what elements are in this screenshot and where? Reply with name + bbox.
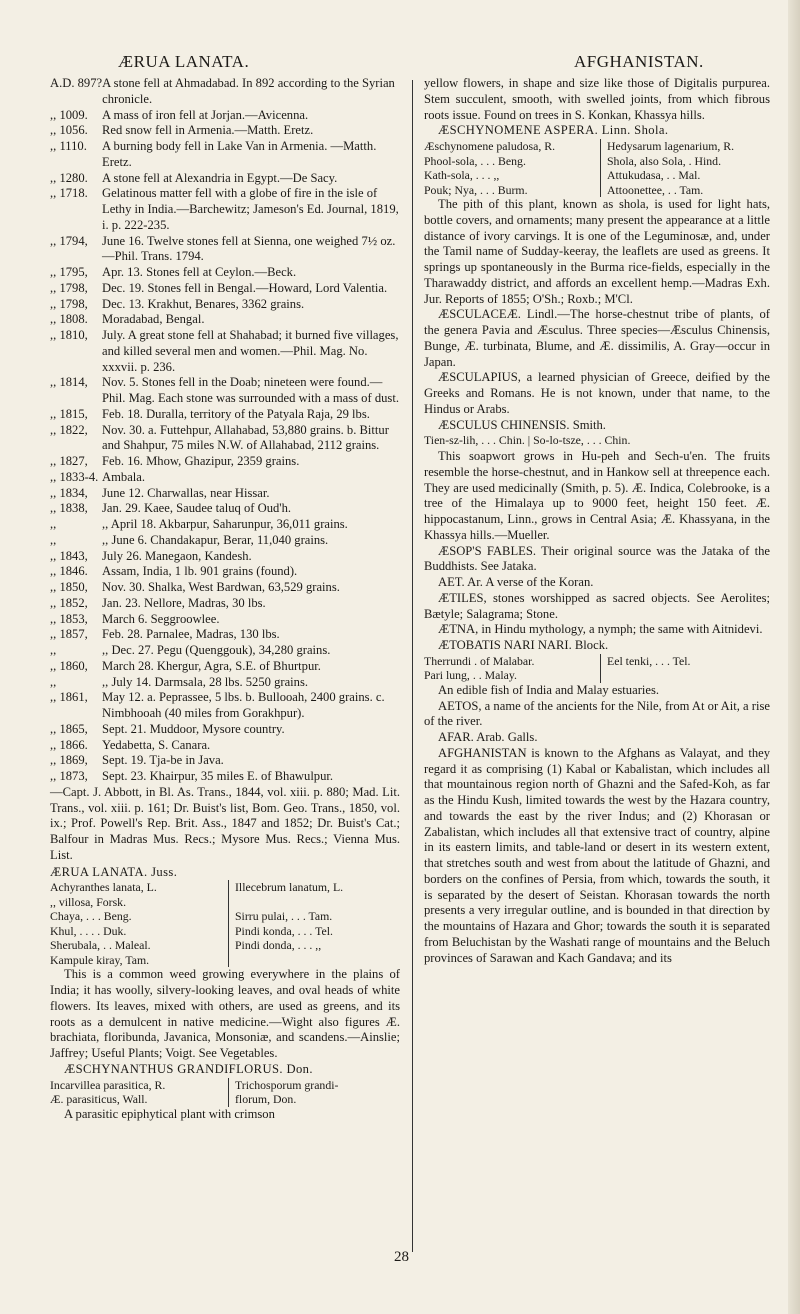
entry-text-aeschynanthus: A parasitic epiphytical plant with crimson (64, 1106, 275, 1121)
chronicle-entry (50, 580, 400, 596)
synonym-line (235, 895, 400, 910)
synonym-line: Kath-sola, . . . ,, (424, 168, 500, 182)
synonym-table-aerua (50, 880, 400, 967)
chronicle-entry (50, 297, 400, 313)
chronicle-year: ,, 1280. (50, 170, 88, 185)
synonym-line: Achyranthes lanata, L. (50, 880, 157, 895)
chronicle-text: ,, June 6. Chandakapur, Berar, 11,040 grains. (102, 532, 329, 547)
synonym-line: Khul, . . . . Duk. (50, 923, 127, 938)
entry-aetna: ÆTNA, in Hindu mythology, a nymph; the same with Aitnidevi. (438, 622, 763, 637)
entry-afar: AFAR. Arab. Galls. (438, 730, 538, 744)
chronicle-year: ,, 1850, (50, 580, 88, 594)
chronicle-entry (50, 171, 400, 187)
meteorite-chronicle (50, 76, 400, 785)
chronicle-year: ,, 1865, (50, 721, 88, 736)
chronicle-entry (50, 753, 400, 769)
chronicle-entry (50, 690, 400, 722)
chronicle-text: Moradabad, Bengal. (102, 312, 205, 327)
chronicle-entry (50, 265, 400, 281)
synonym-col-left (50, 880, 222, 967)
chronicle-text: A stone fell at Alexandria in Egypt.—De Sacy. (102, 170, 338, 185)
chronicle-year: ,, 1853, (50, 611, 88, 626)
synonym-line: Phool-sola, . . . Beng. (424, 153, 526, 168)
synonym-line: Sirru pulai, . . . Tam. (235, 909, 333, 924)
synonym-line: Kampule kiray, Tam. (50, 952, 150, 967)
synonym-line (235, 953, 400, 968)
chronicle-year: ,, 1815, (50, 406, 88, 421)
chronicle-entry (50, 643, 400, 659)
chronicle-entry (50, 549, 400, 565)
chronicle-year: ,, 1860, (50, 658, 88, 673)
chronicle-year: ,, (50, 517, 57, 531)
chronicle-entry (50, 659, 400, 675)
chronicle-text: Sept. 21. Muddoor, Mysore country. (102, 721, 285, 736)
entry-aesculapius: ÆSCULAPIUS, a learned physician of Greece, deified by the Greeks and Romans. He is not known, under that name, to the Hindus or Arabs. (424, 370, 770, 416)
chronicle-text: June 16. Twelve stones fell at Sienna, one weighed 7½ oz.—Phil. Trans. 1794. (102, 233, 396, 264)
continued-text: yellow flowers, in shape and size like those of Digitalis purpurea. Stem succulent, smooth, with swelled joints, from which fibrous roots issue. Found on trees in S. Konkan, Khassya hills. (424, 76, 770, 122)
running-head-left: ÆRUA LANATA. (118, 52, 250, 71)
chronicle-text: Apr. 13. Stones fell at Ceylon.—Beck. (102, 265, 297, 279)
synonym-col-right (228, 880, 400, 967)
synonym-line: Pouk; Nya, . . . Burm. (424, 182, 528, 197)
column-rule (412, 80, 413, 1252)
chronicle-year: ,, 1866. (50, 737, 88, 752)
chronicle-entry (50, 501, 400, 517)
chronicle-entry (50, 722, 400, 738)
synonym-line: Incarvillea parasitica, R. (50, 1077, 166, 1092)
entry-aet: AET. Ar. A verse of the Koran. (438, 575, 594, 589)
chronicle-year: ,, 1827, (50, 454, 88, 468)
chronicle-text: Feb. 16. Mhow, Ghazipur, 2359 grains. (102, 454, 300, 468)
synonym-col-left (424, 654, 594, 683)
running-head-right: AFGHANISTAN. (574, 52, 704, 71)
chronicle-text: March 6. Seggroowlee. (102, 611, 220, 626)
chronicle-year: ,, 1869, (50, 753, 88, 768)
synonym-line: Chaya, . . . Beng. (50, 909, 132, 924)
chronicle-text: A mass of iron fell at Jorjan.—Avicenna. (102, 107, 309, 122)
chronicle-entry (50, 423, 400, 455)
entry-head-aetobatis: ÆTOBATIS NARI NARI. Block. (438, 638, 609, 652)
chronicle-year: ,, (50, 674, 57, 689)
synonym-line: Illecebrum lanatum, L. (235, 880, 344, 895)
synonym-line: Shola, also Sola, . Hind. (607, 153, 722, 168)
chronicle-year: ,, 1846. (50, 564, 88, 579)
entry-head-aeschynanthus: ÆSCHYNANTHUS GRANDIFLORUS. Don. (64, 1061, 313, 1076)
chronicle-text: Nov. 30. a. Futtehpur, Allahabad, 53,880 grains. b. Bittur and Shahpur, 75 miles N.W. of Allahabad, 2112 grains. (102, 422, 389, 453)
chronicle-text: Dec. 13. Krakhut, Benares, 3362 grains. (102, 296, 305, 311)
chronicle-entry (50, 738, 400, 754)
chronicle-entry (50, 186, 400, 233)
right-column (424, 76, 770, 966)
chronicle-text: Gelatinous matter fell with a globe of fire in the isle of Lethy in India.—Barchewitz; Jameson's Ed. Journal, 1819, i. p. 222-235. (102, 186, 399, 232)
chronicle-text: A stone fell at Ahmadabad. In 892 according to the Syrian chronicle. (102, 76, 395, 106)
chronicle-entry (50, 675, 400, 691)
entry-aesop: ÆSOP'S FABLES. Their original source was the Jataka of the Buddhists. See Jataka. (424, 543, 770, 574)
chronicle-text: Jan. 23. Nellore, Madras, 30 lbs. (102, 595, 266, 610)
synonym-line: Trichosporum grandi- (235, 1077, 339, 1092)
chronicle-text: July 26. Manegaon, Kandesh. (102, 548, 252, 563)
entry-head-aeschynomene: ÆSCHYNOMENE ASPERA. Linn. Shola. (438, 123, 669, 138)
entry-text-aesculus: This soapwort grows in Hu-peh and Sech-u'en. The fruits resemble the horse-chestnut, and in Hankow sell at threepence each. They are used medicinally (Smith, p. 5). Æ. Indica, Colebrooke, is a tree of the Himalaya up to 9000 feet, height 150 feet. Æ. hippocastanum, Linn., grows in Central Asia; Æ. Khassyana, in the Khassya hills.—Mueller. (424, 449, 770, 542)
chronicle-text: June 12. Charwallas, near Hissar. (102, 485, 270, 500)
chronicle-text: Feb. 28. Parnalee, Madras, 130 lbs. (102, 627, 280, 642)
synonym-table-aeschynanthus (50, 1078, 400, 1107)
chronicle-entry (50, 596, 400, 612)
synonym-line: Hedysarum lagenarium, R. (607, 139, 735, 153)
chronicle-year: ,, 1857, (50, 627, 88, 642)
entry-aetos: AETOS, a name of the ancients for the Nile, from At or Ait, a rise of the river. (424, 698, 770, 729)
chronicle-year: ,, 1814, (50, 375, 88, 390)
entry-aetiles: ÆTILES, stones worshipped as sacred objects. See Aerolites; Bætyle; Salagrama; Stone. (424, 590, 770, 621)
synonym-col-left (424, 139, 594, 197)
chronicle-entry (50, 281, 400, 297)
chronicle-year: ,, 1873, (50, 769, 88, 783)
chronicle-entry (50, 76, 400, 108)
chronicle-text: Nov. 5. Stones fell in the Doab; nineteen were found.—Phil. Mag. Each stone was surrounded with a mass of dust. (102, 375, 399, 405)
chronicle-entry (50, 486, 400, 502)
chronicle-year: ,, 1794, (50, 233, 88, 248)
chronicle-text: Assam, India, 1 lb. 901 grains (found). (102, 564, 298, 579)
chronicle-year: ,, 1861, (50, 690, 88, 705)
chronicle-text: July. A great stone fell at Shahabad; it burned five villages, and killed several men and women.—Phil. Mag. No. xxxvii. p. 236. (102, 328, 399, 374)
chronicle-entry (50, 470, 400, 486)
synonym-table-aeschynomene (424, 139, 770, 197)
chronicle-year: ,, (50, 643, 57, 657)
chronicle-year: ,, 1009. (50, 107, 88, 122)
chronicle-entry (50, 517, 400, 533)
synonym-line: Attoonettee, . . Tam. (607, 182, 704, 197)
chronicle-entry (50, 312, 400, 328)
chronicle-year: ,, 1822, (50, 422, 88, 437)
synonym-line: florum, Don. (235, 1092, 297, 1106)
chronicle-entry (50, 234, 400, 266)
chronicle-text: Red snow fell in Armenia.—Matth. Eretz. (102, 123, 314, 138)
entry-text-aeschynomene: The pith of this plant, known as shola, is used for light hats, bottle covers, and ornaments; many present the appearance at a little distance of ivory carvings. It is one of the Leguminosæ, and, under the Tamil name of Sudday-keeray, the leaflets are used as greens. It springs up spontaneously in the Burma rice-fields, especially in the Tharawaddy district, and affords an excellent hemp.—Madras Exh. Jur. Reports of 1855; O'Sh.; Roxb.; M'Cl. (424, 197, 770, 306)
chronicle-year: ,, 1795, (50, 265, 88, 279)
chronicle-entry (50, 769, 400, 785)
sources-citation: —Capt. J. Abbott, in Bl. As. Trans., 1844, vol. xiii. p. 880; Mad. Lit. Trans., vol. xiii. p. 161; Dr. Buist's list, Bom. Geo. Trans., 1850, vol. ix.; Prof. Powell's Rep. Brit. Ass., 1847 and 1852; Dr. Buist's Cat.; Balfour in Madras Mus. Recs.; Mysore Mus. Recs.; Vienna Mus. List. (50, 784, 400, 862)
chronicle-text: Ambala. (102, 469, 146, 484)
synonym-col-right (228, 1078, 400, 1107)
chronicle-entry (50, 328, 400, 375)
chronicle-text: Sept. 19. Tja-be in Java. (102, 753, 224, 768)
chronicle-text: Jan. 29. Kaee, Saudee taluq of Oud'h. (102, 501, 292, 516)
synonym-line-aesculus: Tien-sz-lih, . . . Chin. | So-lo-tsze, . . . Chin. (424, 433, 631, 448)
synonym-col-left (50, 1078, 222, 1107)
chronicle-year: ,, 1808. (50, 312, 88, 327)
chronicle-text: March 28. Khergur, Agra, S.E. of Bhurtpur. (102, 658, 321, 673)
synonym-line: Eel tenki, . . . Tel. (607, 653, 691, 668)
left-column (50, 76, 400, 1122)
chronicle-year: ,, (50, 532, 57, 547)
chronicle-year: ,, 1852, (50, 595, 88, 610)
chronicle-text: Dec. 19. Stones fell in Bengal.—Howard, Lord Valentia. (102, 280, 388, 295)
chronicle-year: ,, 1110. (50, 139, 87, 153)
chronicle-text: ,, Dec. 27. Pegu (Quenggouk), 34,280 grains. (102, 643, 331, 657)
chronicle-year: ,, 1833-4. (50, 469, 99, 484)
synonym-line: Pindi konda, . . . Tel. (235, 923, 333, 938)
chronicle-entry (50, 139, 400, 171)
chronicle-year: ,, 1798, (50, 280, 88, 295)
chronicle-text: May 12. a. Peprassee, 5 lbs. b. Bullooah, 2400 grains. c. Nimbhooah (40 miles from Gorakhpur). (102, 690, 385, 720)
chronicle-year: ,, 1838, (50, 501, 88, 516)
chronicle-year: ,, 1798, (50, 296, 88, 311)
chronicle-text: ,, April 18. Akbarpur, Saharunpur, 36,011 grains. (102, 517, 348, 531)
entry-aesculaceae: ÆSCULACEÆ. Lindl.—The horse-chestnut tribe of plants, of the genera Pavia and Æsculus. Three species—Æsculus Chinensis, Bunge, Æ. turbinata, Blume, and Æ. dissimilis, A. Gray—occur in Japan. (424, 307, 770, 369)
chronicle-entry (50, 108, 400, 124)
synonym-line (607, 668, 770, 683)
synonym-col-right (600, 654, 770, 683)
entry-head-aesculus: ÆSCULUS CHINENSIS. Smith. (438, 417, 606, 432)
page-edge (788, 0, 800, 1314)
synonym-table-aetobatis (424, 654, 770, 683)
chronicle-entry (50, 375, 400, 407)
chronicle-year: ,, 1810, (50, 328, 88, 342)
synonym-line: Pari lung, . . Malay. (424, 668, 517, 683)
synonym-line: Pindi donda, . . . ,, (235, 938, 322, 953)
page-number: 28 (394, 1249, 409, 1265)
chronicle-text: Feb. 18. Duralla, territory of the Patyala Raja, 29 lbs. (102, 406, 370, 421)
chronicle-text: Yedabetta, S. Canara. (102, 737, 211, 752)
chronicle-text: Nov. 30. Shalka, West Bardwan, 63,529 grains. (102, 580, 340, 594)
synonym-line: ,, villosa, Forsk. (50, 894, 127, 909)
synonym-line: Æschynomene paludosa, R. (424, 139, 556, 153)
chronicle-entry (50, 533, 400, 549)
chronicle-entry (50, 407, 400, 423)
chronicle-entry (50, 123, 400, 139)
synonym-line: Therrundi . of Malabar. (424, 653, 535, 668)
chronicle-text: A burning body fell in Lake Van in Armenia. —Matth. Eretz. (102, 139, 377, 169)
chronicle-text: ,, July 14. Darmsala, 28 lbs. 5250 grains. (102, 674, 309, 689)
chronicle-year: ,, 1056. (50, 123, 88, 138)
chronicle-year: ,, 1718. (50, 186, 88, 201)
entry-text-aerua: This is a common weed growing everywhere in the plains of India; it has woolly, silvery-looking leaves, and oval heads of white flowers. Its leaves, mixed with others, are used as greens, and its roots as a demulcent in native medicine.—Wight also figures Æ. brachiata, floribunda, Javanica, Monsoniæ, and scandens.—Ainslie; Jaffrey; Useful Plants; Voigt. See Vegetables. (50, 967, 400, 1060)
chronicle-entry (50, 454, 400, 470)
entry-afghanistan: AFGHANISTAN is known to the Afghans as Valayat, and they regard it as comprising (1) Kabal or Kabalistan, which includes all that mountainous region north of Ghazni and the Safed-Koh, as far as the Hindu Kush, limited towards the west by the Hazara country, and towards the east by the river Indus; and (2) Khorasan or Zabalistan, which includes all that extensive tract of country, alpine in its eastern limits, and table-land or desert in its western extent, that stretches south and west from about the latitude of Ghazni, and borders on the confines of Persia, from which, towards the south, it is separated by the desert of Seistan. Khorasan towards the north presents a very irregular outline, and is bounded in that direction by the mountains of Hazara and Ghor; towards the south it is separated from Beluchistan by the Washati range of mountains and the Beluch provinces of Sarawan and Kach Gandava; and its (424, 745, 770, 965)
chronicle-year: ,, 1843, (50, 548, 88, 563)
synonym-line: Æ. parasiticus, Wall. (50, 1092, 148, 1106)
synonym-line: Sherubala, . . Maleal. (50, 938, 151, 953)
synonym-col-right (600, 139, 770, 197)
chronicle-entry (50, 627, 400, 643)
chronicle-year: ,, 1834, (50, 485, 88, 500)
entry-text-aetobatis: An edible fish of India and Malay estuaries. (438, 682, 660, 697)
synonym-line: Attukudasa, . . Mal. (607, 168, 701, 182)
entry-head-aerua: ÆRUA LANATA. Juss. (50, 864, 178, 879)
chronicle-entry (50, 612, 400, 628)
chronicle-text: Sept. 23. Khairpur, 35 miles E. of Bhawulpur. (102, 769, 334, 783)
chronicle-year: A.D. 897? (50, 76, 103, 90)
chronicle-entry (50, 564, 400, 580)
